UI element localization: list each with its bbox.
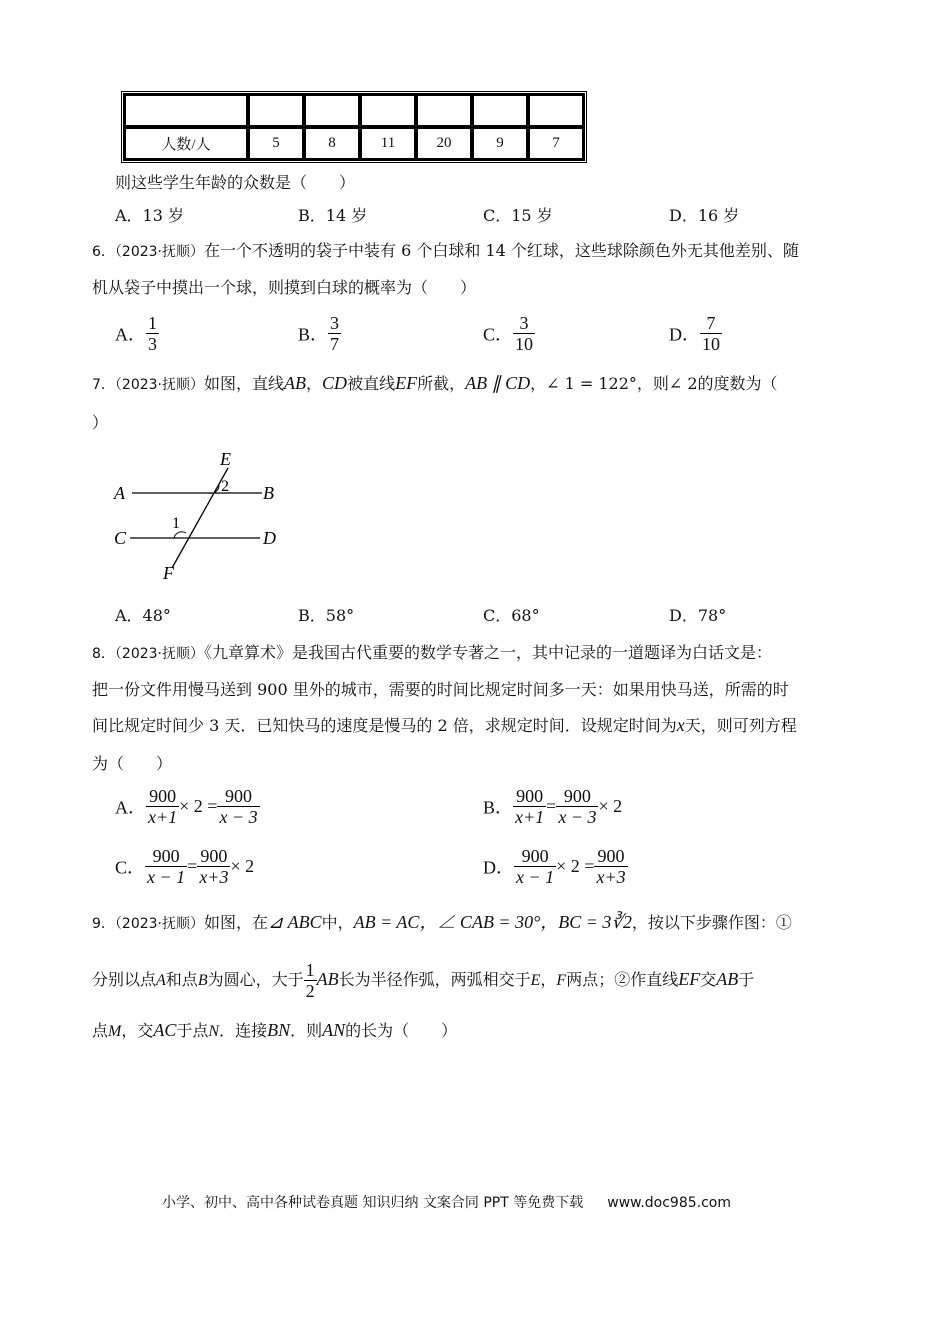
q5-option-a: A．13 岁 — [115, 206, 185, 225]
denominator: 3 — [148, 334, 157, 354]
angle-1-arc — [174, 532, 186, 538]
table-cell — [360, 94, 416, 127]
q9-text: 分别以点 — [92, 970, 157, 989]
q9-text: 的长为（ ） — [345, 1021, 458, 1040]
q9-text: 交 — [700, 970, 717, 989]
q7-text: ，∠ 1 = 122°，则∠ 2的度数为（ — [530, 374, 778, 393]
table-cell — [248, 94, 304, 127]
label-b: B — [263, 483, 274, 503]
label-f: F — [163, 563, 174, 583]
q7-option-c: C．68° — [483, 606, 540, 625]
label-e: E — [220, 449, 231, 469]
q8-text: 《九章算术》是我国古代重要的数学专著之一，其中记录的一道题译为白话文是： — [204, 643, 773, 662]
option-letter: B． — [298, 324, 329, 345]
label-c: C — [114, 528, 127, 548]
numerator: 900 — [563, 786, 591, 806]
q7-line-2: ） — [92, 413, 109, 432]
q8-line-3 — [92, 713, 797, 736]
numerator: 3 — [330, 313, 340, 333]
math-m: M — [108, 1023, 122, 1040]
q6-option-c — [483, 313, 535, 354]
q9-text: 点 — [92, 1021, 109, 1040]
table-cell: 7 — [528, 127, 584, 160]
numerator: 3 — [519, 313, 529, 333]
math-ac: AC — [153, 1020, 177, 1040]
question-number: 8． — [92, 646, 115, 662]
denominator: 2 — [305, 981, 315, 1001]
page-footer — [162, 1192, 731, 1212]
numerator: 900 — [516, 786, 544, 806]
q8-text: 间比规定时间少 3 天．已知快马的速度是慢马的 2 倍，求规定时间．设规定时间为 — [92, 716, 677, 735]
punct: ， — [540, 970, 557, 989]
denominator: x+3 — [596, 867, 626, 887]
denominator: x − 1 — [147, 867, 186, 887]
question-number: 6． — [92, 244, 115, 260]
option-letter: C． — [115, 857, 146, 878]
question-source: （2023·抚顺） — [114, 377, 205, 393]
q9-text: ．则 — [290, 1021, 323, 1040]
denominator: 7 — [330, 334, 340, 354]
denominator: x − 3 — [558, 807, 597, 827]
math-n: N — [208, 1023, 220, 1040]
math-cd: CD — [322, 373, 348, 393]
question-source: （2023·抚顺） — [114, 916, 205, 932]
label-angle-1: 1 — [172, 515, 180, 532]
math-ab: AB — [284, 373, 307, 393]
q9-text: ，交 — [121, 1021, 154, 1040]
line-ef — [172, 468, 228, 568]
math-triangle: ⊿ ABC — [268, 912, 322, 932]
q5-option-b: B．14 岁 — [298, 206, 368, 225]
q5-option-c: C．15 岁 — [483, 206, 553, 225]
q9-text: 长为半径作弧，两弧相交于 — [338, 970, 531, 989]
table-cell: 11 — [360, 127, 416, 160]
label-a: A — [114, 483, 125, 503]
table-cell — [304, 94, 360, 127]
denominator: x+3 — [199, 867, 229, 887]
label-d: D — [263, 528, 276, 548]
q9-line-1 — [92, 908, 792, 934]
fraction — [513, 313, 535, 354]
table-header-row — [124, 94, 584, 127]
footer-link[interactable]: www.doc985.com — [607, 1195, 731, 1211]
table-cell — [124, 94, 248, 127]
fraction — [146, 786, 179, 827]
parallel-lines-figure — [100, 445, 300, 585]
denominator: x − 3 — [219, 807, 258, 827]
q9-line-3 — [92, 1018, 457, 1041]
math-a: A — [156, 972, 166, 989]
q8-option-a — [115, 786, 260, 827]
math-bn: BN — [267, 1020, 291, 1040]
option-letter: C． — [483, 324, 514, 345]
fraction — [146, 313, 159, 354]
option-letter: D． — [669, 324, 700, 345]
q9-text: 两点；②作直线 — [566, 970, 679, 989]
q7-line-1 — [92, 371, 778, 394]
q9-text: 于 — [738, 970, 755, 989]
math-x: x — [676, 715, 685, 735]
math-ab: AB — [316, 969, 339, 989]
math-e: E — [530, 972, 541, 989]
fraction — [513, 786, 546, 827]
fraction — [514, 846, 556, 887]
q8-text: 天，则可列方程 — [684, 716, 797, 735]
fraction — [197, 846, 230, 887]
table-cell: 5 — [248, 127, 304, 160]
numerator: 1 — [148, 313, 157, 333]
q6-option-d — [669, 313, 722, 354]
q9-text: 于点 — [176, 1021, 209, 1040]
q5-option-d: D．16 岁 — [669, 206, 740, 225]
q8-option-d — [483, 846, 628, 887]
table-cell: 8 — [304, 127, 360, 160]
denominator: 10 — [702, 334, 720, 354]
footer-text: 小学、初中、高中各种试卷真题 知识归纳 文案合同 PPT 等免费下载 — [162, 1195, 584, 1211]
operator: × 2 — [598, 796, 623, 816]
label-angle-2: 2 — [221, 478, 229, 495]
q9-line-2 — [92, 960, 754, 1001]
math-ef: EF — [678, 969, 701, 989]
option-letter: D． — [483, 857, 514, 878]
q9-text: 为圆心，大于 — [207, 970, 304, 989]
table-cell — [472, 94, 528, 127]
option-letter: B． — [483, 797, 514, 818]
math-an: AN — [322, 1020, 346, 1040]
fraction — [594, 846, 627, 887]
q8-line-2: 把一份文件用慢马送到 900 里外的城市，需要的时间比规定时间多一天：如果用快马送，所需的时 — [92, 680, 789, 699]
q7-text: 被直线 — [347, 374, 396, 393]
numerator: 900 — [597, 846, 625, 866]
operator: × 2 = — [179, 796, 218, 816]
math-f: F — [556, 972, 567, 989]
q7-option-b: B．58° — [298, 606, 355, 625]
table-row-label: 人数/人 — [124, 127, 248, 160]
table-cell — [416, 94, 472, 127]
table-cell — [528, 94, 584, 127]
q7-option-d: D．78° — [669, 606, 727, 625]
operator: × 2 — [230, 856, 255, 876]
math-ef: EF — [395, 373, 418, 393]
punct: ， — [306, 374, 323, 393]
numerator: 900 — [521, 846, 549, 866]
q6-text: 在一个不透明的袋子中装有 6 个白球和 14 个红球，这些球除颜色外无其他差别、随 — [204, 241, 799, 260]
question-number: 7． — [92, 377, 115, 393]
table-count-row — [124, 127, 584, 160]
question-source: （2023·抚顺） — [114, 646, 205, 662]
age-count-table — [121, 91, 587, 163]
denominator: x+1 — [148, 807, 178, 827]
question-number: 9． — [92, 916, 115, 932]
q6-line-2: 机从袋子中摸出一个球，则摸到白球的概率为（ ） — [92, 278, 477, 297]
q8-option-b — [483, 786, 622, 827]
fraction — [217, 786, 259, 827]
q6-line-1 — [92, 238, 799, 261]
table-cell: 20 — [416, 127, 472, 160]
fraction-half — [304, 960, 317, 1001]
q8-line-4: 为（ ） — [92, 754, 173, 773]
math-conditions: AB = AC，∠ CAB = 30°，BC = 3∛2 — [353, 912, 632, 932]
q7-option-a: A．48° — [115, 606, 171, 625]
numerator: 900 — [149, 786, 177, 806]
q6-option-a — [115, 313, 159, 354]
q5-stem: 则这些学生年龄的众数是（ ） — [115, 173, 356, 192]
denominator: 10 — [515, 334, 534, 354]
numerator: 7 — [706, 313, 716, 333]
numerator: 900 — [200, 846, 228, 866]
q7-text: 如图，直线 — [204, 374, 285, 393]
table-cell: 9 — [472, 127, 528, 160]
operator: = — [546, 796, 557, 816]
math-b: B — [197, 972, 208, 989]
q9-text: 中， — [321, 913, 354, 932]
q8-option-c — [115, 846, 254, 887]
q9-text: ，按以下步骤作图：① — [631, 913, 792, 932]
fraction — [556, 786, 598, 827]
fraction — [145, 846, 187, 887]
operator: = — [187, 856, 198, 876]
operator: × 2 = — [556, 856, 595, 876]
numerator: 900 — [152, 846, 180, 866]
denominator: x+1 — [515, 807, 545, 827]
q8-line-1 — [92, 640, 772, 663]
question-source: （2023·抚顺） — [114, 244, 205, 260]
numerator: 1 — [305, 960, 315, 980]
q6-option-b — [298, 313, 341, 354]
math-ab: AB — [716, 969, 739, 989]
q9-text: 如图，在 — [204, 913, 269, 932]
option-letter: A． — [115, 797, 146, 818]
numerator: 900 — [225, 786, 253, 806]
q7-text: 所截， — [417, 374, 466, 393]
fraction — [700, 313, 722, 354]
q9-text: 和点 — [165, 970, 198, 989]
math-parallel: AB ∥ CD — [465, 373, 531, 393]
fraction — [328, 313, 341, 354]
q9-text: ．连接 — [219, 1021, 268, 1040]
denominator: x − 1 — [516, 867, 555, 887]
option-letter: A． — [115, 324, 146, 345]
